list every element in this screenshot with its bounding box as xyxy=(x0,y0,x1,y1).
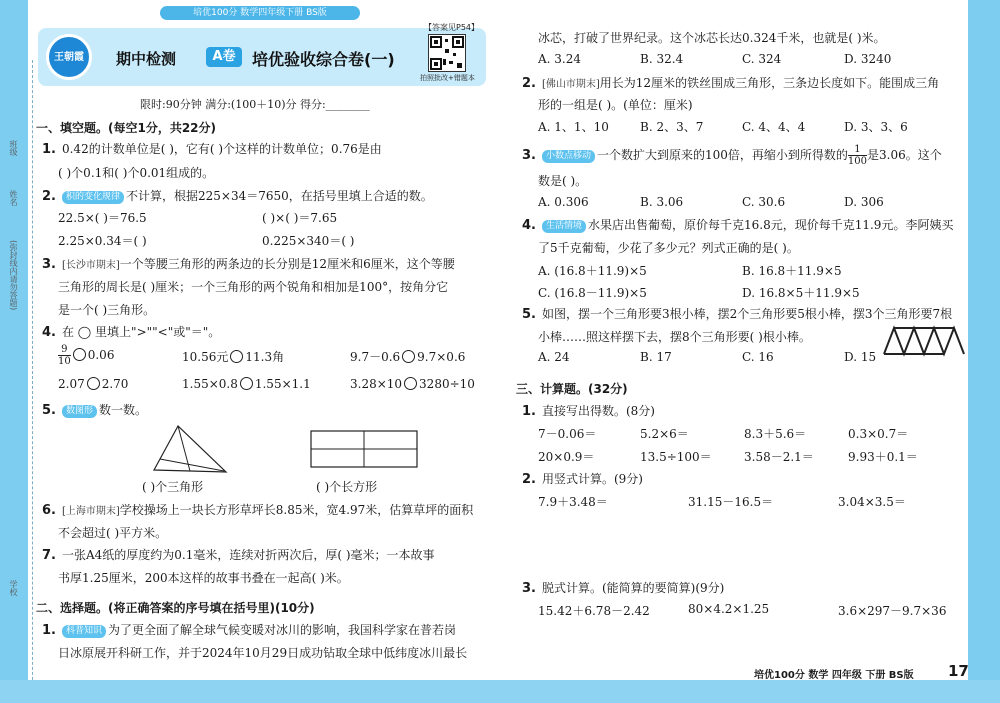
q7-line1 xyxy=(42,546,435,563)
q4-value: 9.7－0.6 xyxy=(350,350,401,364)
q4-fraction xyxy=(58,344,71,367)
k1-item: 0.3×0.7＝ xyxy=(848,427,909,441)
c4-option-d: D. 16.8×5＋11.9×5 xyxy=(742,286,860,300)
k1-item: 3.58－2.1＝ xyxy=(744,450,814,464)
k1-item: 9.93＋0.1＝ xyxy=(848,450,918,464)
c3-fraction xyxy=(848,144,867,167)
footer-text: 培优100分 数学 四年级 下册 BS版 xyxy=(754,670,914,681)
fraction-numerator: 1 xyxy=(848,144,867,156)
q4-value: 1.55×0.8 xyxy=(182,377,238,391)
name-label: 姓名 xyxy=(9,190,18,206)
c4-option-b: B. 16.8＋11.9×5 xyxy=(742,264,842,278)
c2-option-d: D. 3、3、6 xyxy=(844,120,908,134)
fraction-denominator: 10 xyxy=(58,356,71,367)
section-calc-title: 三、计算题。(32分) xyxy=(516,382,628,396)
q4-value: 2.07 xyxy=(58,377,85,391)
q2-number: 2. xyxy=(42,189,56,204)
c1-line1 xyxy=(42,621,456,638)
fraction-denominator: 100 xyxy=(847,156,867,167)
q4-item6 xyxy=(350,377,475,391)
k1-text1: 直接写出得数。(8分) xyxy=(541,404,655,418)
q6-number: 6. xyxy=(42,503,56,518)
c2-option-c: C. 4、4、4 xyxy=(742,120,806,134)
k1-number: 1. xyxy=(522,404,536,419)
c3-text1a: 一个数扩大到原来的100倍，再缩小到所得数的 xyxy=(597,148,848,162)
k1-item: 7－0.06＝ xyxy=(538,427,597,441)
c1-tag: 科普知识 xyxy=(62,625,106,638)
seal-note: (弥封线内请勿答题) xyxy=(9,240,18,311)
c1-text1: 为了更全面了解全球气候变暖对冰川的影响，我国科学家在普若岗 xyxy=(108,623,457,637)
c2-line1 xyxy=(522,74,939,91)
c5-option-d: D. 15 xyxy=(844,350,877,364)
c1-text3: 冰芯，打破了世界纪录。这个冰芯长达0.324千米，也就是( )米。 xyxy=(538,31,886,45)
k1-item: 20×0.9＝ xyxy=(538,450,595,464)
q5-answer-triangles: ( )个三角形 xyxy=(142,480,204,494)
exam-meta: 限时:90分钟 满分:(100＋10)分 得分:________ xyxy=(140,98,370,111)
q3-source: [长沙市期末] xyxy=(61,260,120,271)
top-banner: 培优100分 数学四年级下册 BS版 xyxy=(160,6,360,20)
q6-line1 xyxy=(42,501,473,518)
q3-line1 xyxy=(42,255,455,272)
q4-value: 2.70 xyxy=(101,377,129,391)
q4-item1 xyxy=(58,344,114,367)
q7-number: 7. xyxy=(42,548,56,563)
q6-source: [上海市期末] xyxy=(61,506,120,517)
q2-a: 22.5×( )＝76.5 xyxy=(58,211,147,225)
q5-answer-rectangles: ( )个长方形 xyxy=(316,480,378,494)
c1-text2: 日冰原展开科研工作，并于2024年10月29日成功钻取全球中低纬度冰川最长 xyxy=(58,646,468,660)
q4-value: 1.55×1.1 xyxy=(254,377,311,391)
q3-number: 3. xyxy=(42,257,56,272)
c5-line1 xyxy=(522,305,952,322)
q2-c: 2.25×0.34＝( ) xyxy=(58,234,147,248)
q4-number: 4. xyxy=(42,325,56,340)
c2-number: 2. xyxy=(522,76,536,91)
section-fill-title: 一、填空题。(每空1分，共22分) xyxy=(36,121,217,135)
c3-option-a: A. 0.306 xyxy=(538,195,589,209)
fraction-numerator: 9 xyxy=(58,344,71,356)
paper-badge: A卷 xyxy=(206,47,242,67)
qr-code[interactable] xyxy=(428,34,466,72)
q7-text1: 一张A4纸的厚度约为0.1毫米，连续对折两次后，厚( )毫米；一本故事 xyxy=(61,548,435,562)
q3-text2: 三角形的周长是( )厘米；一个三角形的两个锐角和相加是100°，按角分它 xyxy=(58,280,449,294)
compare-circle[interactable] xyxy=(240,377,253,390)
q2-line1 xyxy=(42,187,433,204)
section-choice-title: 二、选择题。(将正确答案的序号填在括号里)(10分) xyxy=(36,601,315,615)
c2-option-b: B. 2、3、7 xyxy=(640,120,704,134)
k3-text1: 脱式计算。(能简算的要简算)(9分) xyxy=(541,581,725,595)
bottom-decoration xyxy=(0,680,1000,703)
c3-option-b: B. 3.06 xyxy=(640,195,684,209)
q1-line1 xyxy=(42,140,382,157)
q2-tag: 积的变化规律 xyxy=(62,191,124,204)
k1-item: 5.2×6＝ xyxy=(640,427,689,441)
c2-text1: 用长为12厘米的铁丝围成三角形，三条边长度如下。能围成三角 xyxy=(599,76,940,90)
q3-text3: 是一个( )三角形。 xyxy=(58,303,156,317)
c2-option-a: A. 1、1、10 xyxy=(538,120,609,134)
c3-option-d: D. 306 xyxy=(844,195,884,209)
q4-value: 11.3角 xyxy=(245,350,285,364)
q7-text2: 书厚1.25厘米，200本这样的故事书叠在一起高( )米。 xyxy=(58,571,349,585)
compare-circle[interactable] xyxy=(404,377,417,390)
q4-value: 3.28×10 xyxy=(350,377,403,391)
q5-tag: 数图形 xyxy=(62,405,97,418)
c4-line1 xyxy=(522,216,953,233)
page-number: 17 xyxy=(948,662,969,680)
triangle-figure xyxy=(150,424,230,476)
q4-item5 xyxy=(182,377,311,391)
k3-item: 3.6×297－9.7×36 xyxy=(838,604,947,618)
q4-value: 9.7×0.6 xyxy=(417,350,466,364)
c2-text2: 形的一组是( )。(单位：厘米) xyxy=(538,98,693,112)
paper-title: 培优验收综合卷(一) xyxy=(252,50,395,69)
q4-value: 3280÷10 xyxy=(419,377,475,391)
q1-text2: ( )个0.1和( )个0.01组成的。 xyxy=(58,166,215,180)
q5-line1 xyxy=(42,401,147,418)
c1-option-c: C. 324 xyxy=(742,52,782,66)
seal-line xyxy=(32,60,33,700)
q6-text1: 学校操场上一块长方形草坪长8.85米，宽4.97米，估算草坪的面积 xyxy=(119,503,474,517)
c4-option-c: C. (16.8－11.9)×5 xyxy=(538,286,647,300)
c5-text1: 如图，摆一个三角形要3根小棒，摆2个三角形要5根小棒，摆3个三角形要7根 xyxy=(541,307,953,321)
school-label: 学校 xyxy=(9,580,18,596)
k2-text1: 用竖式计算。(9分) xyxy=(541,472,643,486)
q4-item4 xyxy=(58,377,128,391)
c4-tag: 生活情境 xyxy=(542,220,586,233)
c5-number: 5. xyxy=(522,307,536,322)
compare-circle[interactable] xyxy=(230,350,243,363)
c3-text2: 数是( )。 xyxy=(538,174,588,188)
q5-text1: 数一数。 xyxy=(99,403,148,417)
compare-circle[interactable] xyxy=(402,350,415,363)
c4-text2: 了5千克葡萄，少花了多少元？列式正确的是( )。 xyxy=(538,241,799,255)
class-label: 班级 xyxy=(9,140,18,156)
k2-item: 31.15－16.5＝ xyxy=(688,495,774,509)
binding-strip xyxy=(0,0,28,703)
c4-text1: 水果店出售葡萄，原价每千克16.8元，现价每千克11.9元。李阿姨买 xyxy=(588,218,954,232)
c1-option-b: B. 32.4 xyxy=(640,52,684,66)
k1-item: 8.3＋5.6＝ xyxy=(744,427,807,441)
k2-number: 2. xyxy=(522,472,536,487)
q4-value: 0.06 xyxy=(87,348,115,362)
stick-triangles-figure xyxy=(882,324,966,358)
q3-text1: 一个等腰三角形的两条边的长分别是12厘米和6厘米，这个等腰 xyxy=(119,257,455,271)
q5-number: 5. xyxy=(42,403,56,418)
c5-text2: 小棒……照这样摆下去，摆8个三角形要( )根小棒。 xyxy=(538,330,811,344)
c1-option-d: D. 3240 xyxy=(844,52,892,66)
exam-title: 期中检测 xyxy=(116,50,177,68)
c3-number: 3. xyxy=(522,148,536,163)
answer-reference: 【答案见P54】 xyxy=(424,23,480,32)
k2-item: 3.04×3.5＝ xyxy=(838,495,906,509)
q2-d: 0.225×340＝( ) xyxy=(262,234,355,248)
c2-source: [佛山市期末] xyxy=(541,79,600,90)
compare-circle[interactable] xyxy=(87,377,100,390)
c4-number: 4. xyxy=(522,218,536,233)
q6-text2: 不会超过( )平方米。 xyxy=(58,526,168,540)
k1-line1 xyxy=(522,402,655,419)
brand-logo: 王朝霞 xyxy=(46,34,92,80)
c3-text1b: 是3.06。这个 xyxy=(867,148,942,162)
right-decoration xyxy=(968,0,1000,703)
q1-text1: 0.42的计数单位是( )，它有( )个这样的计数单位；0.76是由 xyxy=(61,142,382,156)
compare-circle[interactable] xyxy=(73,348,86,361)
c1-option-a: A. 3.24 xyxy=(538,52,582,66)
q4-item3 xyxy=(350,348,465,365)
c3-tag: 小数点移动 xyxy=(542,150,595,163)
q1-number: 1. xyxy=(42,142,56,157)
c3-option-c: C. 30.6 xyxy=(742,195,786,209)
k3-number: 3. xyxy=(522,581,536,596)
c5-option-c: C. 16 xyxy=(742,350,774,364)
q4-value: 10.56元 xyxy=(182,350,229,364)
q4-line1 xyxy=(42,323,220,340)
q4-text1: 在 ◯ 里填上">""<"或"＝"。 xyxy=(61,325,221,339)
k3-line1 xyxy=(522,579,724,596)
q2-text1: 不计算，根据225×34＝7650，在括号里填上合适的数。 xyxy=(126,189,433,203)
k2-line1 xyxy=(522,470,643,487)
rectangle-figure xyxy=(310,430,420,470)
k2-item: 7.9＋3.48＝ xyxy=(538,495,608,509)
c3-line1 xyxy=(522,144,942,167)
c1-number: 1. xyxy=(42,623,56,638)
c5-option-a: A. 24 xyxy=(538,350,570,364)
k1-item: 13.5÷100＝ xyxy=(640,450,712,464)
k3-item: 15.42＋6.78－2.42 xyxy=(538,604,650,618)
k3-item: 80×4.2×1.25 xyxy=(688,602,770,616)
q4-item2 xyxy=(182,348,284,365)
q2-b: ( )×( )＝7.65 xyxy=(262,211,338,225)
c4-option-a: A. (16.8＋11.9)×5 xyxy=(538,264,647,278)
qr-caption: 拍照批改+错题本 xyxy=(420,74,475,82)
c5-option-b: B. 17 xyxy=(640,350,672,364)
